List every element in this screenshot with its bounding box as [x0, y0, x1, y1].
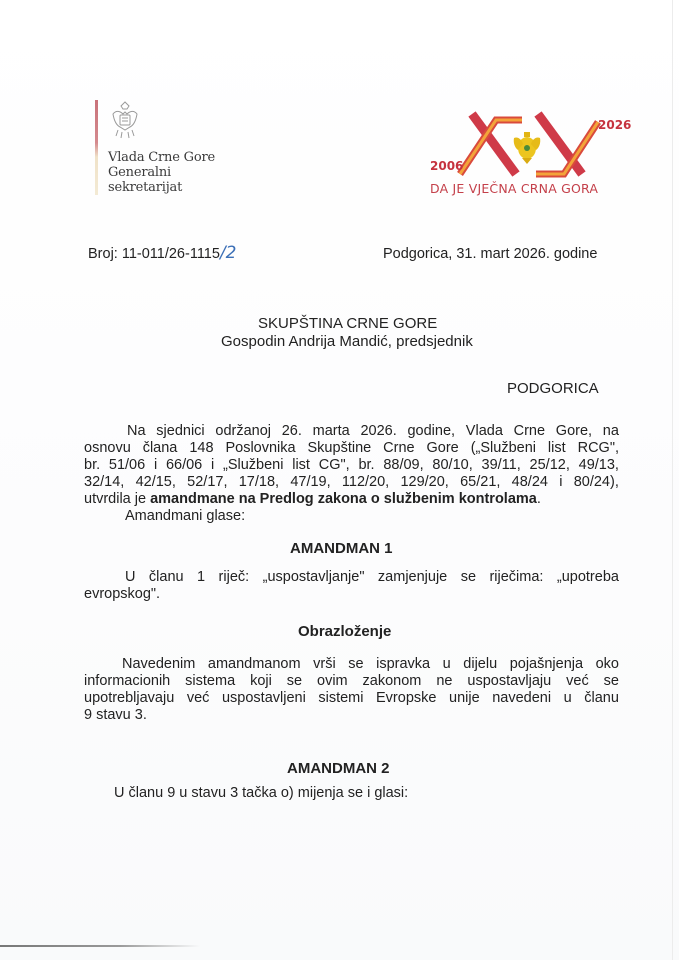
scan-edge-shadow: [0, 945, 200, 947]
word: 1: [197, 569, 206, 585]
word: Crne: [383, 440, 415, 456]
word: „Službeni: [223, 457, 284, 473]
amendment-1-title: AMANDMAN 1: [290, 540, 393, 557]
word: Evropske: [376, 690, 437, 706]
word: već: [566, 673, 589, 689]
word: održanoj: [215, 423, 271, 439]
word: osnovu: [84, 440, 131, 456]
intro-line-3: [84, 457, 619, 474]
recipient-person: Gospodin Andrija Mandić, predsjednik: [221, 333, 473, 350]
word: 88/09,: [383, 457, 424, 473]
word: Skupštine: [307, 440, 372, 456]
word: riječ:: [218, 569, 250, 585]
explanation-line-1: [122, 656, 619, 673]
word: 49/13,: [578, 457, 619, 473]
word: već: [186, 690, 210, 706]
reference-label: Broj: 11-011/26-1115: [88, 246, 220, 262]
word: „upotreba: [556, 569, 619, 585]
word: 148: [189, 440, 214, 456]
eagle-icon: [514, 132, 541, 164]
word: 32/14,: [84, 474, 125, 490]
word: dijelu: [463, 656, 498, 672]
word: 51/06: [108, 457, 146, 473]
government-color-stripe: [95, 100, 98, 195]
explanation-line-2: [84, 673, 619, 690]
word: 25/12,: [529, 457, 570, 473]
amendment-1-text-line-2: evropskog".: [84, 586, 161, 602]
word: koji: [250, 673, 272, 689]
bill-title: amandmane na Predlog zakona o službenim kontrolama: [150, 491, 537, 507]
word: br.: [358, 457, 375, 473]
intro-line-2: [84, 440, 619, 457]
word: ne: [436, 673, 453, 689]
word: u: [563, 690, 572, 706]
word: oko: [595, 656, 619, 672]
word: godine,: [407, 423, 456, 439]
intro-punctuation: .: [536, 491, 541, 507]
jubilee-year-start: 2006: [430, 159, 464, 173]
intro-text: utvrdila je: [84, 491, 151, 507]
word: upotrebljavaju: [84, 690, 175, 706]
word: članu: [584, 690, 619, 706]
amendment-2-text: U članu 9 u stavu 3 tačka o) mijenja se i glasi:: [114, 785, 409, 801]
word: zakonom: [362, 673, 422, 689]
word: 80/10,: [432, 457, 473, 473]
word: i: [559, 474, 563, 490]
reference-number: [88, 245, 236, 263]
word: 48/24: [511, 474, 548, 490]
word: u: [442, 656, 451, 672]
word: zamjenjuje: [377, 569, 448, 585]
word: 80/24),: [573, 474, 619, 490]
place-and-date: Podgorica, 31. mart 2026. godine: [383, 246, 598, 262]
word: ovim: [317, 673, 348, 689]
amendment-1-text-line-1: [125, 569, 619, 586]
word: na: [602, 423, 619, 439]
word: se: [603, 673, 619, 689]
government-name: [108, 150, 215, 195]
word: se: [286, 673, 303, 689]
word: 26.: [281, 423, 302, 439]
word: 129/20,: [400, 474, 449, 490]
explanation-line-3: [84, 690, 619, 707]
word: informacionih: [84, 673, 171, 689]
word: list: [547, 440, 566, 456]
word: 2026.: [360, 423, 397, 439]
word: se: [348, 656, 364, 672]
explanation-line-4: 9 stavu 3.: [84, 707, 147, 723]
government-line-3: sekretarijat: [108, 180, 183, 195]
word: članu: [148, 569, 184, 585]
word: 65/21,: [460, 474, 501, 490]
word: Na: [127, 423, 146, 439]
word: Navedenim: [122, 656, 196, 672]
word: sistemi: [318, 690, 364, 706]
page-edge: [672, 0, 673, 960]
word: uspostavljeni: [221, 690, 306, 706]
word: 112/20,: [341, 474, 390, 490]
word: Gore,: [555, 423, 593, 439]
word: 42/15,: [135, 474, 176, 490]
word: Crne: [513, 423, 546, 439]
word: br.: [84, 457, 101, 473]
word: pojašnjenja: [509, 656, 584, 672]
recipient-institution: SKUPŠTINA CRNE GORE: [258, 315, 438, 332]
amendments-intro: Amandmani glase:: [125, 508, 246, 524]
word: i: [211, 457, 215, 473]
reference-handwritten-suffix: /2: [219, 243, 237, 263]
word: navedeni: [492, 690, 552, 706]
word: se: [460, 569, 477, 585]
amendment-2-title: AMANDMAN 2: [287, 760, 390, 777]
word: unije: [449, 690, 480, 706]
intro-line-5: [84, 491, 541, 508]
word: list: [292, 457, 310, 473]
word: uspostavljaju: [467, 673, 552, 689]
word: i: [153, 457, 158, 473]
word: sistema: [185, 673, 236, 689]
jubilee-slogan: DA JE VJEČNA CRNA GORA: [430, 181, 599, 196]
word: Gore: [426, 440, 459, 456]
word: 52/17,: [187, 474, 228, 490]
word: („Službeni: [470, 440, 536, 456]
intro-line-1: [127, 423, 619, 440]
word: RCG",: [577, 440, 619, 456]
jubilee-logo: [430, 108, 630, 203]
word: vrši: [313, 656, 336, 672]
recipient-city: PODGORICA: [507, 380, 599, 397]
word: amandmanom: [207, 656, 301, 672]
word: sjednici: [156, 423, 205, 439]
amendment-1-explanation-title: Obrazloženje: [298, 623, 392, 640]
word: Poslovnika: [225, 440, 296, 456]
coat-of-arms-icon: [108, 100, 142, 144]
word: marta: [312, 423, 350, 439]
intro-line-4: [84, 474, 619, 491]
government-line-2: Generalni: [108, 165, 171, 180]
jubilee-year-end: 2026: [598, 118, 632, 132]
word: 66/06: [165, 457, 203, 473]
word: riječima:: [489, 569, 544, 585]
word: člana: [142, 440, 178, 456]
government-line-1: Vlada Crne Gore: [108, 150, 215, 165]
word: 17/18,: [238, 474, 280, 490]
word: 47/19,: [290, 474, 331, 490]
word: Vlada: [465, 423, 503, 439]
word: 39/11,: [481, 457, 521, 473]
word: U: [125, 569, 136, 585]
word: CG",: [318, 457, 350, 473]
word: „uspostavljanje": [262, 569, 365, 585]
word: ispravka: [376, 656, 431, 672]
